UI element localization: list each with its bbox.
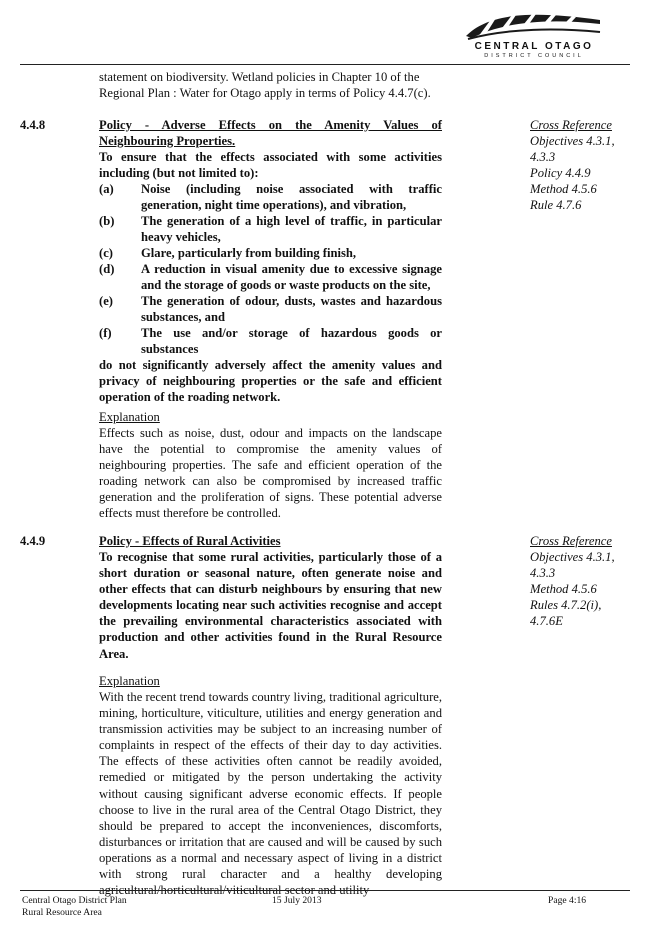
intro-line-2: Regional Plan : Water for Otago apply in terms of Policy 4.4.7(c). [99,86,431,100]
list-text: Glare, particularly from building finish, [141,246,357,260]
cross-reference-heading: Cross Reference [530,534,612,548]
policy-448-item-d [99,261,442,293]
policy-449-explanation-heading: Explanation [99,674,160,688]
footer-date: 15 July 2013 [272,895,322,906]
policy-449-title: Policy - Effects of Rural Activities [99,534,281,548]
cross-reference-item: 4.3.3 [530,150,556,165]
list-marker: (f) [99,326,112,340]
list-marker: (c) [99,246,113,260]
footer-page-number: Page 4:16 [548,895,587,906]
list-text: The generation of odour, dusts, wastes and hazardous substances, and [141,294,442,325]
policy-448-cross-reference [530,117,615,214]
mountain-logo-icon [458,6,608,42]
list-text: The use and/or storage of hazardous goods or substances [141,326,442,357]
footer-area-name: Rural Resource Area [22,907,102,918]
logo-name: CENTRAL OTAGO [474,41,594,52]
policy-448-title-line1: Policy - Adverse Effects on the Amenity Values of [99,118,442,132]
list-text: The generation of a high level of traffic, in particular heavy vehicles, [141,214,442,245]
footer-plan-name: Central Otago District Plan [22,895,127,906]
policy-449-number: 4.4.9 [20,534,46,548]
cross-reference-item: Objectives 4.3.1, [530,550,615,565]
policy-448-conclusion: do not significantly adversely affect the amenity values and privacy of neighbouring properties or the safe and efficient operation of the roading network. [99,358,442,405]
policy-448-explanation: Effects such as noise, dust, odour and impacts on the landscape have the potential to compromise the amenity values of neighbouring properties. The safe and efficient operation of the roading network can also be compromised by increased traffic generation and the proliferation of signs. These potential adverse effects must therefore be controlled. [99,426,442,521]
policy-448-number: 4.4.8 [20,118,46,132]
council-logo [458,6,608,62]
policy-448-item-b [99,213,442,245]
list-text: A reduction in visual amenity due to excessive signage and the storage of goods or waste products on the site, [141,262,442,293]
policy-449-statement: To recognise that some rural activities, particularly those of a short duration or seasonal nature, often generate noise and other effects that can disturb neighbours by ensuring that new developments locating near such activities recognise and accept the prevailing environmental characteristics associated with production and other activities found in the Rural Resource Area. [99,550,442,661]
intro-line-1: statement on biodiversity. Wetland policies in Chapter 10 of the [99,70,420,84]
cross-reference-item: Method 4.5.6 [530,582,597,597]
policy-448-item-f [99,325,442,357]
policy-449-cross-reference [530,533,615,630]
policy-448-explanation-heading: Explanation [99,410,160,424]
cross-reference-item: Rules 4.7.2(i), [530,598,602,613]
cross-reference-heading: Cross Reference [530,118,612,132]
policy-448-item-a [99,181,442,213]
cross-reference-item: Method 4.5.6 [530,182,597,197]
cross-reference-item: Rule 4.7.6 [530,198,582,213]
logo-subtitle: DISTRICT COUNCIL [484,53,584,59]
cross-reference-item: 4.7.6E [530,614,563,629]
list-text: Noise (including noise associated with traffic generation, night time operations), and vibration, [141,182,442,213]
list-marker: (a) [99,182,114,196]
cross-reference-item: Objectives 4.3.1, [530,134,615,149]
policy-449-explanation: With the recent trend towards country living, traditional agriculture, mining, horticulture, viticulture, utilities and energy generation and transmission activities may be subject to an increasing number of complaints in respect of the effects of their day to day activities. The effects of these activities often cannot be readily avoided, remedied or mitigated by the person undertaking the activity without causing significant adverse economic effects. If people choose to live in the rural area of the Central Otago District, they should be prepared to accept the inconveniences, discomforts, disturbances or irritation that are caused and will be caused by such operations as a normal and necessary aspect of living in a district with strong rural character and a healthy developing agricultural/horticultural/viticultural sector and utility [99,690,442,898]
policy-448-item-e [99,293,442,325]
policy-448-title-line2: Neighbouring Properties. [99,134,236,148]
list-marker: (d) [99,262,115,276]
cross-reference-item: Policy 4.4.9 [530,166,591,181]
list-marker: (e) [99,294,113,308]
policy-448-item-c [99,245,442,261]
cross-reference-item: 4.3.3 [530,566,556,581]
list-marker: (b) [99,214,115,228]
footer-rule [20,890,630,891]
header-rule [20,64,630,65]
policy-448-lead: To ensure that the effects associated with some activities including (but not limited to): [99,150,442,181]
